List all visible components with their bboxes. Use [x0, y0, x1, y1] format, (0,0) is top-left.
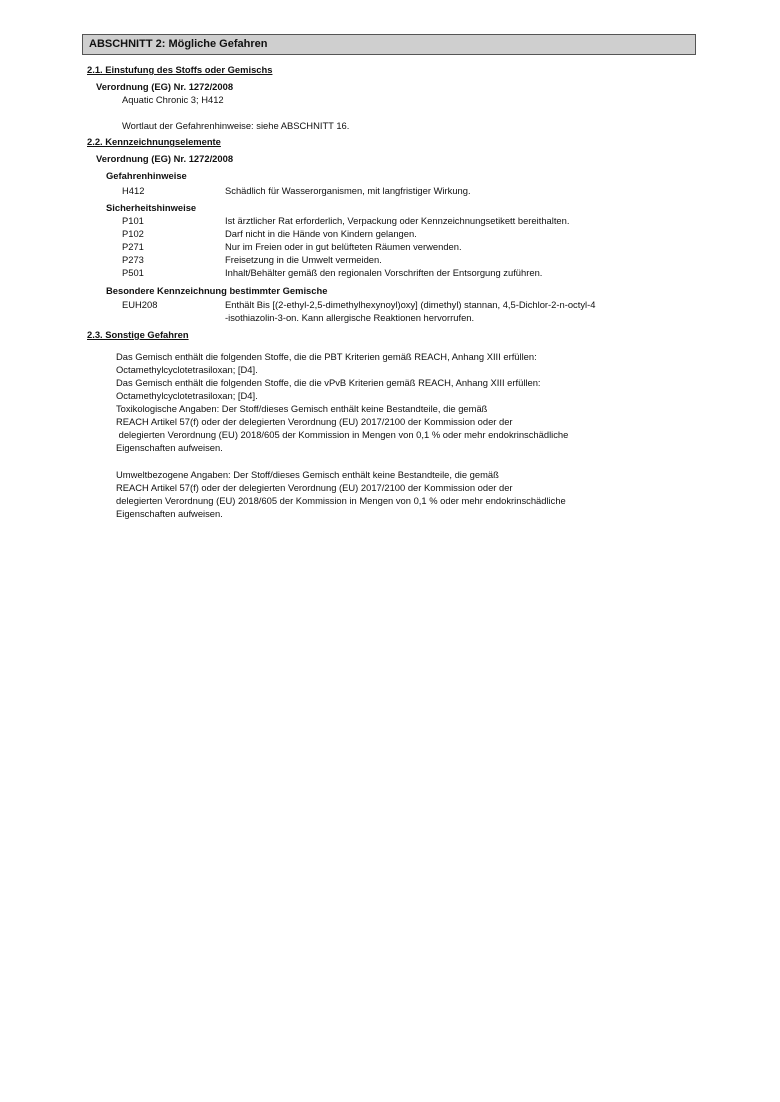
other-hazards-line: Eigenschaften aufweisen. — [116, 442, 223, 453]
precaution-text: Freisetzung in die Umwelt vermeiden. — [225, 254, 382, 265]
other-hazards-line: Das Gemisch enthält die folgenden Stoffe, die die PBT Kriterien gemäß REACH, Anhang XIII erfüllen: — [116, 351, 537, 362]
subsection-heading-2-2: 2.2. Kennzeichnungselemente — [87, 136, 221, 147]
environmental-info-line: REACH Artikel 57(f) oder der delegierten Verordnung (EU) 2017/2100 der Kommission oder der — [116, 482, 513, 493]
section-title-bar: ABSCHNITT 2: Mögliche Gefahren — [82, 34, 696, 55]
environmental-info-line: delegierten Verordnung (EU) 2018/605 der Kommission in Mengen von 0,1 % oder mehr endokrinschädliche — [116, 495, 566, 506]
precaution-code: P101 — [122, 215, 144, 226]
other-hazards-line: delegierten Verordnung (EU) 2018/605 der Kommission in Mengen von 0,1 % oder mehr endokrinschädliche — [116, 429, 569, 440]
hazard-code: H412 — [122, 185, 145, 196]
other-hazards-line: Toxikologische Angaben: Der Stoff/dieses Gemisch enthält keine Bestandteile, die gemäß — [116, 403, 488, 414]
special-text-line: -isothiazolin-3-on. Kann allergische Reaktionen hervorrufen. — [225, 312, 475, 323]
precautionary-statements-heading: Sicherheitshinweise — [106, 202, 197, 213]
hazard-text: Schädlich für Wasserorganismen, mit langfristiger Wirkung. — [225, 185, 471, 196]
environmental-info-line: Umweltbezogene Angaben: Der Stoff/dieses Gemisch enthält keine Bestandteile, die gemäß — [116, 469, 499, 480]
other-hazards-line: Das Gemisch enthält die folgenden Stoffe, die die vPvB Kriterien gemäß REACH, Anhang XIII erfüllen: — [116, 377, 541, 388]
other-hazards-line: Octamethylcyclotetrasiloxan; [D4]. — [116, 364, 258, 375]
special-code: EUH208 — [122, 299, 158, 310]
precaution-text: Inhalt/Behälter gemäß den regionalen Vorschriften der Entsorgung zuführen. — [225, 267, 543, 278]
precaution-code: P271 — [122, 241, 144, 252]
environmental-info-line: Eigenschaften aufweisen. — [116, 508, 223, 519]
regulation-label: Verordnung (EG) Nr. 1272/2008 — [96, 81, 234, 92]
precaution-text: Ist ärztlicher Rat erforderlich, Verpackung oder Kennzeichnungsetikett bereithalten. — [225, 215, 570, 226]
special-text-line: Enthält Bis [(2-ethyl-2,5-dimethylhexynoyl)oxy] (dimethyl) stannan, 4,5-Dichlor-2-n-octyl-4 — [225, 299, 596, 310]
precaution-code: P273 — [122, 254, 144, 265]
subsection-heading-2-3: 2.3. Sonstige Gefahren — [87, 329, 189, 340]
regulation-label: Verordnung (EG) Nr. 1272/2008 — [96, 153, 234, 164]
precaution-code: P501 — [122, 267, 144, 278]
hazard-note: Wortlaut der Gefahrenhinweise: siehe ABSCHNITT 16. — [122, 120, 350, 131]
special-labelling-heading: Besondere Kennzeichnung bestimmter Gemische — [106, 285, 328, 296]
subsection-heading-2-1: 2.1. Einstufung des Stoffs oder Gemischs — [87, 64, 273, 75]
precaution-text: Nur im Freien oder in gut belüfteten Räumen verwenden. — [225, 241, 462, 252]
other-hazards-line: REACH Artikel 57(f) oder der delegierten Verordnung (EU) 2017/2100 der Kommission oder der — [116, 416, 513, 427]
precaution-code: P102 — [122, 228, 144, 239]
other-hazards-line: Octamethylcyclotetrasiloxan; [D4]. — [116, 390, 258, 401]
hazard-statements-heading: Gefahrenhinweise — [106, 170, 187, 181]
precaution-text: Darf nicht in die Hände von Kindern gelangen. — [225, 228, 417, 239]
classification-text: Aquatic Chronic 3; H412 — [122, 94, 224, 105]
